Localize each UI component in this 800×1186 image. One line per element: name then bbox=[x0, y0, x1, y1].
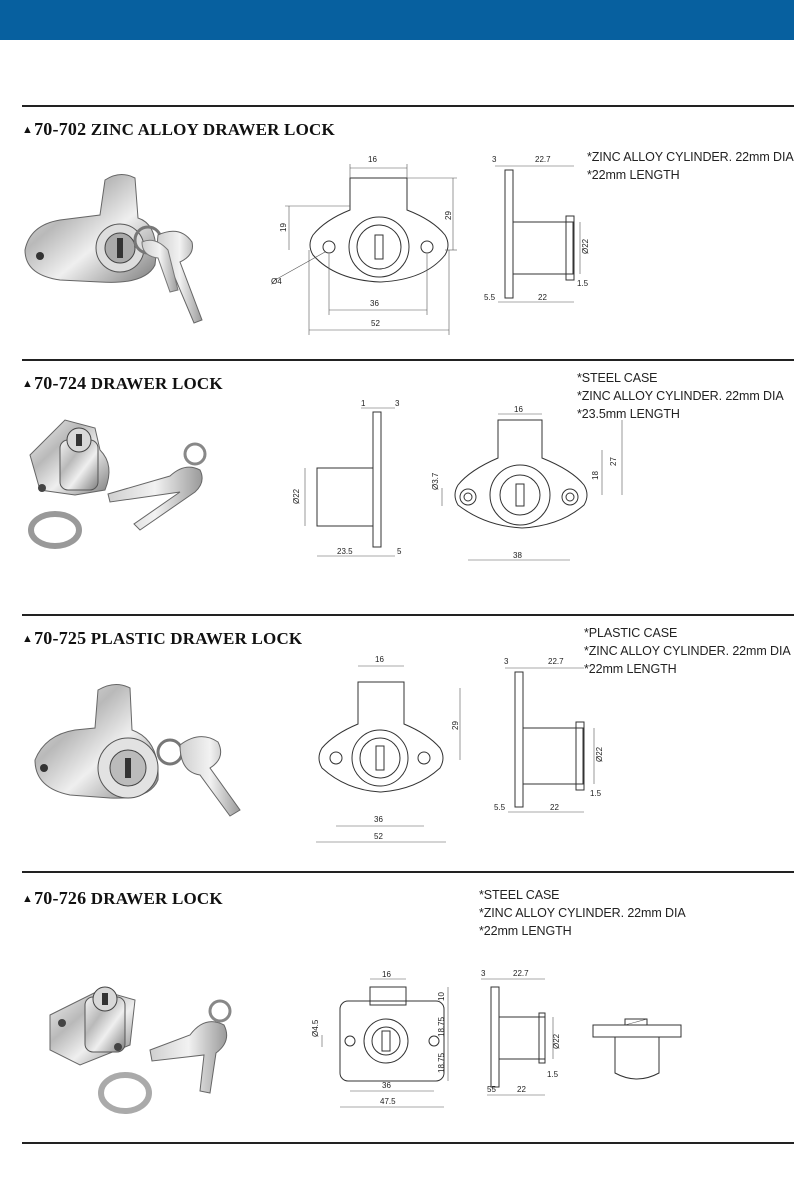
product-name: ZINC ALLOY DRAWER LOCK bbox=[90, 120, 335, 139]
spec-item: *22mm LENGTH bbox=[479, 924, 572, 938]
dimension-label: 47.5 bbox=[380, 1097, 396, 1106]
product-code: 70-725 bbox=[34, 628, 87, 648]
dimension-label: 19 bbox=[279, 223, 288, 232]
spec-item: *22mm LENGTH bbox=[584, 662, 677, 676]
dimension-label: 22 bbox=[538, 293, 547, 302]
product-photo bbox=[40, 975, 240, 1125]
dimension-label: 55 bbox=[487, 1085, 496, 1094]
dimension-label: 1.5 bbox=[577, 279, 589, 288]
dimension-label: 18.75 bbox=[437, 1052, 446, 1073]
side-view-drawing bbox=[490, 650, 610, 820]
dimension-label: 22.7 bbox=[548, 657, 564, 666]
dimension-label: Ø4 bbox=[271, 277, 282, 286]
spec-item: *PLASTIC CASE bbox=[584, 626, 678, 640]
spec-list bbox=[479, 886, 686, 940]
spec-item: *23.5mm LENGTH bbox=[577, 407, 680, 421]
header-bar bbox=[0, 0, 794, 40]
dimension-label: 10 bbox=[437, 992, 446, 1001]
product-title: ▲70-724 DRAWER LOCK bbox=[22, 373, 223, 393]
dimension-label: Ø22 bbox=[595, 746, 604, 762]
dimension-label: 38 bbox=[513, 551, 522, 560]
dimension-label: 5.5 bbox=[484, 293, 496, 302]
dimension-label: 29 bbox=[451, 721, 460, 730]
spec-item: *STEEL CASE bbox=[577, 371, 658, 385]
dimension-label: 23.5 bbox=[337, 547, 353, 556]
spec-list bbox=[584, 624, 791, 678]
front-view-drawing bbox=[430, 400, 630, 570]
section-divider bbox=[22, 105, 794, 107]
spec-item: *ZINC ALLOY CYLINDER. 22mm DIA bbox=[587, 150, 794, 164]
product-name: PLASTIC DRAWER LOCK bbox=[90, 629, 303, 648]
product-code: 70-702 bbox=[34, 119, 87, 139]
product-photo bbox=[20, 170, 220, 330]
dimension-label: 16 bbox=[382, 970, 391, 979]
product-title: ▲70-725 PLASTIC DRAWER LOCK bbox=[22, 628, 303, 648]
spec-item: *22mm LENGTH bbox=[587, 168, 680, 182]
dimension-label: 36 bbox=[382, 1081, 391, 1090]
dimension-label: 3 bbox=[504, 657, 509, 666]
dimension-label: 1.5 bbox=[590, 789, 602, 798]
dimension-label: 52 bbox=[374, 832, 383, 841]
spec-item: *ZINC ALLOY CYLINDER. 22mm DIA bbox=[479, 906, 686, 920]
dimension-label: 52 bbox=[371, 319, 380, 328]
dimension-label: 3 bbox=[481, 969, 486, 978]
product-photo bbox=[20, 410, 220, 560]
section-divider bbox=[22, 1142, 794, 1144]
dimension-label: Ø22 bbox=[581, 238, 590, 254]
dimension-label: Ø22 bbox=[292, 488, 301, 504]
product-photo bbox=[30, 680, 250, 830]
dimension-label: 18.75 bbox=[437, 1016, 446, 1037]
dimension-label: 22.7 bbox=[513, 969, 529, 978]
dimension-label: 16 bbox=[514, 405, 523, 414]
front-view-drawing bbox=[300, 965, 460, 1115]
spec-item: *ZINC ALLOY CYLINDER. 22mm DIA bbox=[577, 389, 784, 403]
side-view-drawing bbox=[475, 965, 575, 1105]
front-view-drawing bbox=[300, 650, 480, 850]
spec-item: *ZINC ALLOY CYLINDER. 22mm DIA bbox=[584, 644, 791, 658]
dimension-label: 36 bbox=[370, 299, 379, 308]
product-code: 70-724 bbox=[34, 373, 87, 393]
dimension-label: 27 bbox=[609, 457, 618, 466]
dimension-label: 16 bbox=[368, 155, 377, 164]
spec-list bbox=[587, 148, 794, 184]
side-view-drawing bbox=[480, 150, 600, 310]
dimension-label: Ø3.7 bbox=[431, 472, 440, 490]
dimension-label: 29 bbox=[444, 211, 453, 220]
section-divider bbox=[22, 871, 794, 873]
dimension-label: 1.5 bbox=[547, 1070, 559, 1079]
dimension-label: Ø22 bbox=[552, 1033, 561, 1049]
dimension-label: 3 bbox=[492, 155, 497, 164]
dimension-label: 18 bbox=[591, 471, 600, 480]
product-title: ▲70-702 ZINC ALLOY DRAWER LOCK bbox=[22, 119, 335, 139]
isometric-view-drawing bbox=[585, 1015, 695, 1095]
dimension-label: 22 bbox=[517, 1085, 526, 1094]
side-view-drawing bbox=[285, 400, 410, 565]
product-title: ▲70-726 DRAWER LOCK bbox=[22, 888, 223, 908]
dimension-label: 36 bbox=[374, 815, 383, 824]
spec-item: *STEEL CASE bbox=[479, 888, 560, 902]
product-name: DRAWER LOCK bbox=[90, 889, 223, 908]
dimension-label: Ø4.5 bbox=[311, 1019, 320, 1037]
dimension-label: 22.7 bbox=[535, 155, 551, 164]
front-view-drawing bbox=[265, 150, 470, 340]
product-code: 70-726 bbox=[34, 888, 87, 908]
section-divider bbox=[22, 359, 794, 361]
dimension-label: 22 bbox=[550, 803, 559, 812]
dimension-label: 16 bbox=[375, 655, 384, 664]
section-divider bbox=[22, 614, 794, 616]
product-name: DRAWER LOCK bbox=[90, 374, 223, 393]
dimension-label: 3 bbox=[395, 399, 400, 408]
dimension-label: 5.5 bbox=[494, 803, 506, 812]
dimension-label: 5 bbox=[397, 547, 402, 556]
dimension-label: 1 bbox=[361, 399, 366, 408]
